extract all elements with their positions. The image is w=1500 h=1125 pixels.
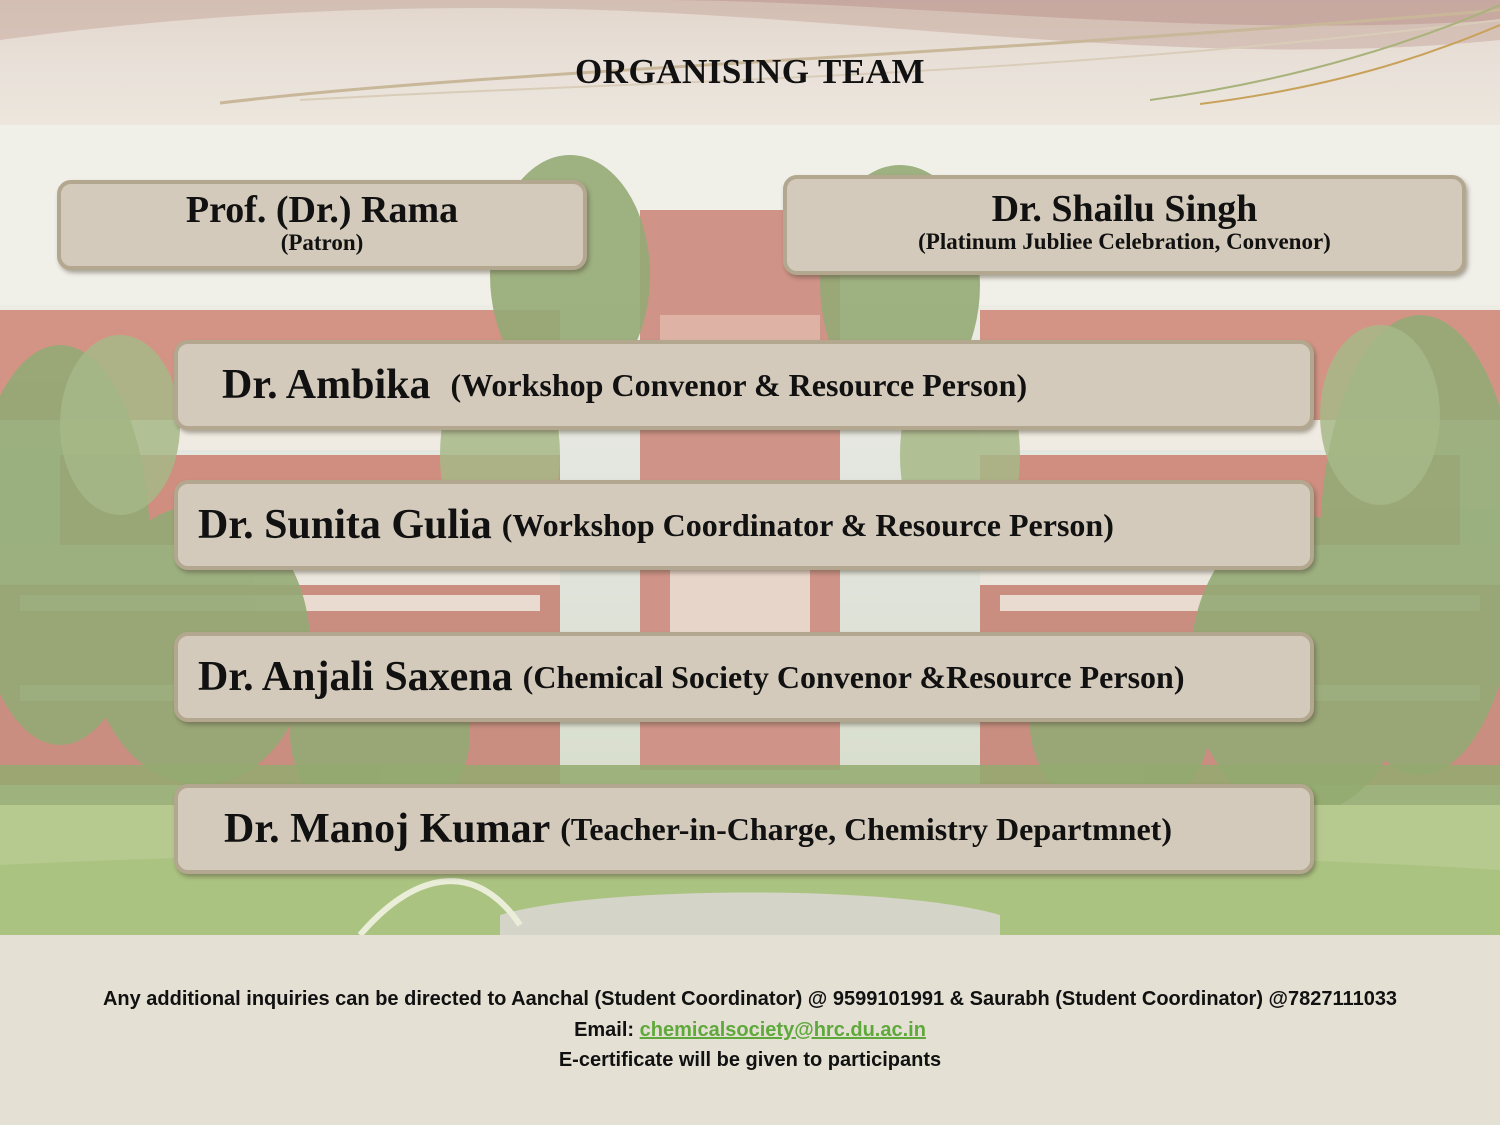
patron-box <box>57 180 587 270</box>
member-name: Dr. Anjali Saxena <box>198 654 513 700</box>
patron-role: (Patron) <box>280 230 364 255</box>
member-role: (Workshop Coordinator & Resource Person) <box>501 506 1114 543</box>
inquiry-text: Any additional inquiries can be directed to Aanchal (Student Coordinator) @ 9599101991 & Saurabh (Student Coordinator) @7827111033 <box>102 988 1398 1010</box>
email-line <box>0 1019 1500 1042</box>
certificate-note: E-certificate will be given to participants <box>558 1049 942 1071</box>
email-link[interactable]: chemicalsociety@hrc.du.ac.in <box>639 1019 926 1041</box>
page-title: ORGANISING TEAM <box>574 52 926 91</box>
member-box-manoj-kumar <box>174 784 1314 874</box>
footer <box>0 935 1500 1125</box>
member-box-ambika <box>174 340 1314 430</box>
member-box-anjali-saxena <box>174 632 1314 722</box>
member-name: Dr. Manoj Kumar <box>224 806 551 852</box>
convenor-role: (Platinum Jubliee Celebration, Convenor) <box>918 229 1331 254</box>
member-box-sunita-gulia <box>174 480 1314 570</box>
convenor-box <box>783 175 1466 275</box>
convenor-name: Dr. Shailu Singh <box>991 188 1258 230</box>
email-label: Email: <box>574 1019 635 1041</box>
patron-name: Prof. (Dr.) Rama <box>185 189 459 231</box>
member-name: Dr. Ambika <box>222 362 431 408</box>
member-role: (Teacher-in-Charge, Chemistry Departmnet) <box>560 810 1172 847</box>
member-name: Dr. Sunita Gulia <box>198 502 492 548</box>
header-band <box>0 0 1500 125</box>
member-role: (Chemical Society Convenor &Resource Person) <box>522 658 1185 695</box>
member-role: (Workshop Convenor & Resource Person) <box>450 366 1028 403</box>
